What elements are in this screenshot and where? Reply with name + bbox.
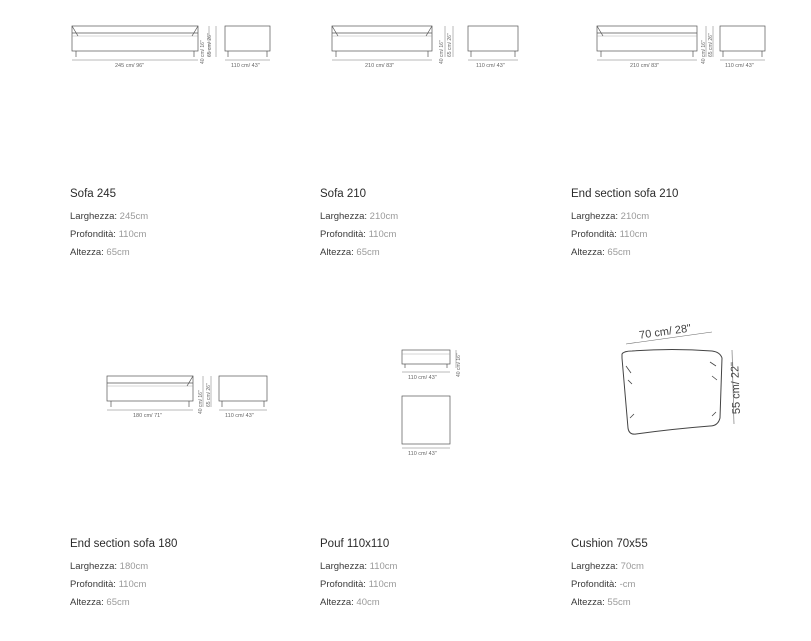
sofa-side-view (468, 26, 518, 57)
product-title: Cushion 70x55 (571, 538, 648, 550)
depth-row: Profondità: -cm (571, 579, 636, 590)
width-row: Larghezza: 210cm (320, 211, 399, 222)
height-dimension: 65 cm/ 26" (708, 33, 714, 57)
product-info-pouf-110x110 (320, 537, 540, 612)
product-info-sofa-210 (320, 187, 540, 262)
width-row: Larghezza: 110cm (320, 561, 398, 572)
sofa-210-drawing (330, 20, 530, 75)
sofa-front-view (332, 26, 432, 57)
sofa-245-drawing (70, 20, 280, 75)
depth-dimension: 110 cm/ 43" (476, 63, 505, 69)
sofa-front-view (72, 26, 198, 57)
top-width-dimension: 110 cm/ 43" (408, 375, 437, 381)
sofa-front-view (597, 26, 697, 57)
bottom-width-dimension: 110 cm/ 43" (408, 451, 437, 457)
cushion-shape (622, 350, 722, 435)
height-dimension: 65 cm/ 26" (447, 33, 453, 57)
seat-height-dimension: 40 cm/ 16" (701, 40, 707, 64)
end-section-sofa-210-drawing (595, 20, 775, 75)
depth-dimension: 110 cm/ 43" (725, 63, 754, 69)
product-title: End section sofa 180 (70, 538, 178, 550)
seat-height-dimension: 40 cm/ 16" (200, 40, 206, 64)
sofa-front-view (107, 376, 193, 407)
height-dimension: 65 cm/ 26" (207, 33, 213, 57)
height-row: Altezza: 55cm (571, 597, 631, 608)
product-title: Sofa 210 (320, 188, 367, 200)
depth-dimension: 110 cm/ 43" (225, 413, 254, 419)
cushion-height-dimension: 55 cm/ 22" (729, 361, 743, 415)
product-info-cushion-70x55 (571, 537, 791, 612)
height-row: Altezza: 40cm (320, 597, 380, 608)
product-title: Pouf 110x110 (320, 538, 390, 550)
height-dimension: 65 cm/ 26" (206, 383, 212, 407)
width-dimension: 180 cm/ 71" (133, 413, 163, 419)
depth-row: Profondità: 110cm (571, 229, 648, 240)
cushion-70x55-drawing (612, 318, 752, 443)
product-title: End section sofa 210 (571, 188, 679, 200)
sofa-side-view (720, 26, 765, 57)
width-dimension: 210 cm/ 83" (630, 63, 660, 69)
pouf-front-view (402, 350, 450, 368)
width-row: Larghezza: 210cm (571, 211, 650, 222)
depth-row: Profondità: 110cm (70, 229, 147, 240)
seat-height-dimension: 40 cm/ 16" (439, 40, 445, 64)
height-dimension: 40 cm/ 16" (456, 353, 462, 377)
depth-row: Profondità: 110cm (320, 229, 397, 240)
product-title: Sofa 245 (70, 188, 117, 200)
pouf-110x110-drawing (398, 340, 473, 465)
width-row: Larghezza: 180cm (70, 561, 149, 572)
depth-row: Profondità: 110cm (320, 579, 397, 590)
product-info-end-section-sofa-210 (571, 187, 791, 262)
depth-dimension: 110 cm/ 43" (231, 63, 260, 69)
width-dimension: 210 cm/ 83" (365, 63, 395, 69)
pouf-top-view (402, 396, 450, 444)
cushion-width-dimension: 70 cm/ 28" (638, 322, 692, 342)
width-row: Larghezza: 245cm (70, 211, 149, 222)
product-info-sofa-245 (70, 187, 290, 262)
end-section-sofa-180-drawing (105, 368, 280, 423)
depth-row: Profondità: 110cm (70, 579, 147, 590)
width-row: Larghezza: 70cm (571, 561, 644, 572)
width-dimension: 245 cm/ 96" (115, 63, 145, 69)
sofa-side-view (219, 376, 267, 407)
height-row: Altezza: 65cm (70, 597, 130, 608)
height-row: Altezza: 65cm (70, 247, 130, 258)
sofa-side-view (225, 26, 270, 57)
seat-height-dimension: 40 cm/ 16" (198, 390, 204, 414)
product-info-end-section-sofa-180 (70, 537, 290, 612)
height-row: Altezza: 65cm (320, 247, 380, 258)
height-row: Altezza: 65cm (571, 247, 631, 258)
